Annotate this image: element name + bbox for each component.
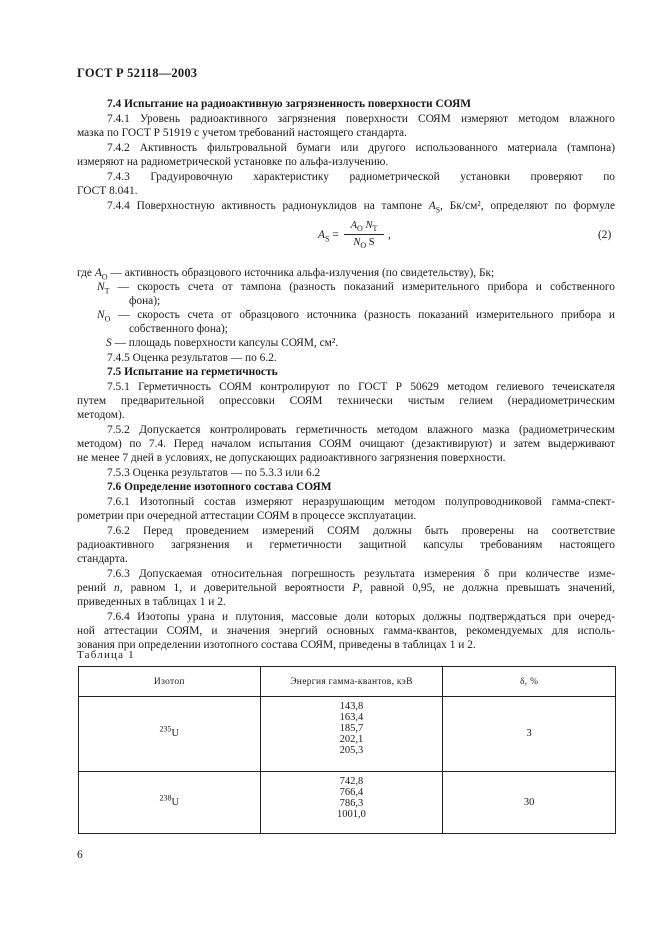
delta-cell: 30 [443, 772, 616, 834]
para-7-6-4-line: 7.6.4 Изотопы урана и плутония, массовые доли которых должны подтверждаться при очеред- [107, 611, 615, 623]
para-7-6-2-line: стандарта. [77, 553, 128, 565]
legend-line: фона); [129, 295, 161, 307]
para-7-6-4-line: ной аттестации СОЯМ, и значения энергий основных гамма-квантов, рекомендуемых для исполь- [77, 625, 615, 637]
formula-2 [318, 219, 398, 253]
fraction-bar [344, 234, 384, 235]
isotope-mass-number: 238 [159, 793, 172, 802]
para-7-5-1-line: путем предварительной опрессовки СОЯМ технически чистым гелием (нерадиометрическим [77, 395, 615, 407]
page-number: 6 [77, 849, 83, 861]
para-7-6-3-line: 7.6.3 Допускаемая относительная погрешность результата измерения δ при количестве изме- [107, 568, 615, 580]
para-7-6-3-line: приведенных в таблицах 1 и 2. [77, 596, 226, 608]
para-7-5-2-line: не менее 7 дней в условиях, не допускающих радиоактивного загрязнения поверхности. [77, 452, 506, 464]
delta-cell: 3 [443, 697, 616, 772]
legend-line: S — площадь поверхности капсулы СОЯМ, см². [106, 337, 339, 349]
para-7-4-2-line: 7.4.2 Активность фильтровальной бумаги или другого использованного материала (тампона) [107, 142, 615, 154]
energy-value: 742,8 [339, 776, 364, 787]
isotope-cell [79, 772, 261, 834]
para-7-5-1-line: методом). [77, 409, 125, 421]
para-7-5-2-line: методом) по 7.4. Перед началом испытания СОЯМ очищают (дезактивируют) и затем выдерживают [77, 438, 615, 450]
table-1 [78, 666, 616, 834]
para-7-4-2-line: измеряют на радиометрической установке по альфа-излучению. [77, 156, 389, 168]
para-7-6-1-line: рометрии при очередной аттестации СОЯМ в процессе эксплуатации. [77, 510, 417, 522]
formula-number: (2) [598, 229, 612, 241]
section-heading-7-6: 7.6 Определение изотопного состава СОЯМ [107, 481, 332, 493]
para-7-5-1-line: 7.5.1 Герметичность СОЯМ контролируют по ГОСТ Р 50629 методом гелиевого течеискателя [107, 381, 615, 393]
para-7-4-1-line: 7.4.1 Уровень радиоактивного загрязнения поверхности СОЯМ измеряют методом влажного [107, 113, 615, 125]
isotope-symbol: U [171, 796, 180, 808]
energy-value: 185,7 [339, 723, 364, 734]
energy-value: 766,4 [339, 787, 364, 798]
header-delta: δ, % [443, 667, 616, 697]
isotope-symbol: U [171, 728, 180, 739]
legend-line: $N_T$ — скорость счета от тампона (разность показаний измерительного прибора и собственного [97, 281, 615, 296]
formula-denominator: $N_O$ S [353, 237, 375, 251]
isotope-cell [79, 697, 261, 772]
energy-value: 205,3 [339, 745, 364, 756]
section-heading-7-5: 7.5 Испытание на герметичность [107, 366, 278, 378]
para-7-4-1-line: мазка по ГОСТ Р 51919 с учетом требований настоящего стандарта. [77, 127, 407, 139]
energy-value: 143,8 [339, 701, 364, 712]
energy-value: 163,4 [339, 712, 364, 723]
document-code: ГОСТ Р 52118—2003 [77, 66, 198, 80]
table-row [79, 697, 616, 772]
formula-tail: , [388, 229, 391, 241]
energy-value: 202,1 [339, 734, 364, 745]
energy-value: 786,3 [339, 798, 364, 809]
para-7-6-2-line: радиоактивного загрязнения и герметичности защитной капсулы требованиям настоящего [77, 539, 615, 551]
legend-line: где $A_O$ — активность образцового источника альфа-излучения (по свидетельству), Бк; [77, 267, 495, 282]
legend-line: собственного фона); [129, 323, 228, 335]
header-gamma-energy: Энергия гамма-квантов, кэВ [260, 667, 443, 697]
table-caption: Таблица 1 [77, 649, 135, 661]
formula-numerator: $A_O$ $N_T$ [350, 220, 378, 234]
para-7-4-3-line: ГОСТ 8.041. [77, 185, 138, 197]
para-7-4-5: 7.4.5 Оценка результатов — по 6.2. [107, 352, 277, 364]
para-7-5-3: 7.5.3 Оценка результатов — по 5.3.3 или 6.2 [107, 467, 321, 479]
header-isotope: Изотоп [79, 667, 261, 697]
para-7-5-2-line: 7.5.2 Допускается контролировать герметичность методом влажного мазка (радиометрическим [107, 424, 615, 436]
para-7-4-4-line: 7.4.4 Поверхностную активность радионуклидов на тампоне $A_S$, Бк/см², определяют по формуле [107, 200, 616, 215]
formula-fraction [344, 219, 384, 250]
energy-value: 1001,0 [337, 809, 366, 820]
legend-line: $N_O$ — скорость счета от образцового источника (разность показаний измерительного прибора и [97, 309, 615, 324]
para-7-6-4-line: зования при определении изотопного состава СОЯМ, приведены в таблицах 1 и 2. [77, 639, 476, 651]
formula-lhs: $A_S$ = [318, 229, 339, 244]
para-7-4-3-line: 7.4.3 Градуировочную характеристику радиометрической установки проверяют по [107, 171, 615, 183]
energy-cell [260, 697, 443, 772]
para-7-6-1-line: 7.6.1 Изотопный состав измеряют неразрушающим методом полупроводниковой гамма-спект- [107, 496, 615, 508]
para-7-6-3-line: рений n, равном 1, и доверительной вероятности P, равной 0,95, не должна превышать значений, [77, 582, 616, 594]
energy-cell [260, 772, 443, 834]
section-heading-7-4: 7.4 Испытание на радиоактивную загрязненность поверхности СОЯМ [107, 98, 471, 110]
table-header-row [79, 667, 616, 697]
table-row [79, 772, 616, 834]
isotope-mass-number: 235 [159, 724, 172, 734]
para-7-6-2-line: 7.6.2 Перед проведением измерений СОЯМ должны быть проверены на соответствие [107, 525, 615, 537]
